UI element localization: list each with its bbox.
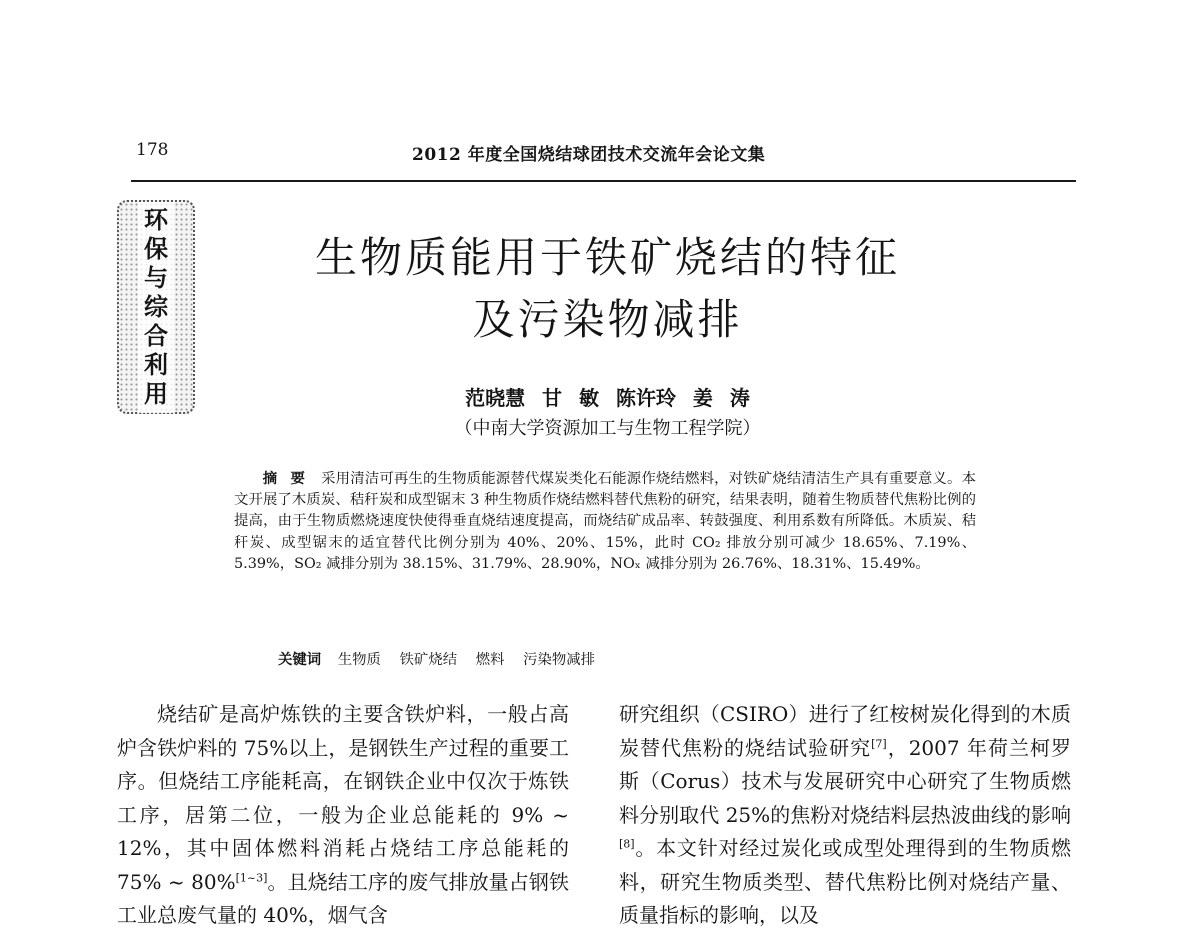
body-text: 。本文针对经过炭化或成型处理得到的生物质燃料，研究生物质类型、替代焦粉比例对烧结产量、质量指标的影响，以及 (619, 836, 1071, 927)
paper-title-line-1: 生物质能用于铁矿烧结的特征 (314, 233, 900, 282)
body-column-left (117, 698, 569, 933)
keyword: 燃料 (475, 652, 505, 668)
body-column-right (619, 698, 1071, 933)
keywords (278, 648, 609, 669)
abstract (234, 468, 976, 575)
keywords-label: 关键词 (278, 651, 322, 668)
section-tag-label: 环保与综合利用 (138, 202, 174, 413)
section-tag (117, 200, 195, 414)
paper-title-line-2: 及污染物减排 (472, 295, 743, 344)
body-text: 研究组织（CSIRO）进行了红桉树炭化得到的木质炭替代焦粉的烧结试验研究 (619, 702, 1071, 760)
body-text: 。且烧结工序的废气排放量占钢铁工业总废气量的 40%，烟气含 (117, 869, 569, 927)
keyword: 污染物减排 (523, 652, 596, 668)
authors: 范晓慧 甘 敏 陈许玲 姜 涛 (465, 386, 750, 410)
citation: [1~3] (235, 870, 268, 884)
abstract-label: 摘 要 (262, 470, 310, 487)
keyword: 铁矿烧结 (399, 652, 458, 668)
citation: [8] (619, 837, 635, 851)
header-rule (131, 180, 1076, 182)
citation: [7] (871, 736, 887, 750)
abstract-text: 采用清洁可再生的生物质能源替代煤炭类化石能源作烧结燃料，对铁矿烧结清洁生产具有重要意义。本文开展了木质炭、秸秆炭和成型锯末 3 种生物质作烧结燃料替代焦粉的研究，结果表明，随着生物质替代焦粉比例的提高，由于生物质燃烧速度快使得垂直烧结速度提高，而烧结矿成品率、转鼓强度、利用系数有所降低。木质炭、秸秆炭、成型锯末的适宜替代比例分别为 40%、20%、15%，此时 CO₂ 排放分别可减少 18.65%、7.19%、5.39%，SO₂ 减排分别为 38.15%、31.79%、28.90%，NOₓ 减排分别为 26.76%、18.31%、15.49%。 (234, 471, 976, 572)
page-number: 178 (136, 140, 169, 160)
body-text: ，2007 年荷兰柯罗斯（Corus）技术与发展研究中心研究了生物质燃料分别取代 25%的焦粉对烧结料层热波曲线的影响 (619, 735, 1071, 827)
running-title: 2012 年度全国烧结球团技术交流年会论文集 (412, 145, 766, 165)
affiliation: （中南大学资源加工与生物工程学院） (454, 418, 761, 439)
keyword: 生物质 (337, 652, 381, 668)
body-text: 烧结矿是高炉炼铁的主要含铁炉料，一般占高炉含铁炉料的 75%以上，是钢铁生产过程的重要工序。但烧结工序能耗高，在钢铁企业中仅次于炼铁工序，居第二位，一般为企业总能耗的 9% ~ 12%，其中固体燃料消耗占烧结工序总能耗的 75% ~ 80% (117, 702, 569, 894)
